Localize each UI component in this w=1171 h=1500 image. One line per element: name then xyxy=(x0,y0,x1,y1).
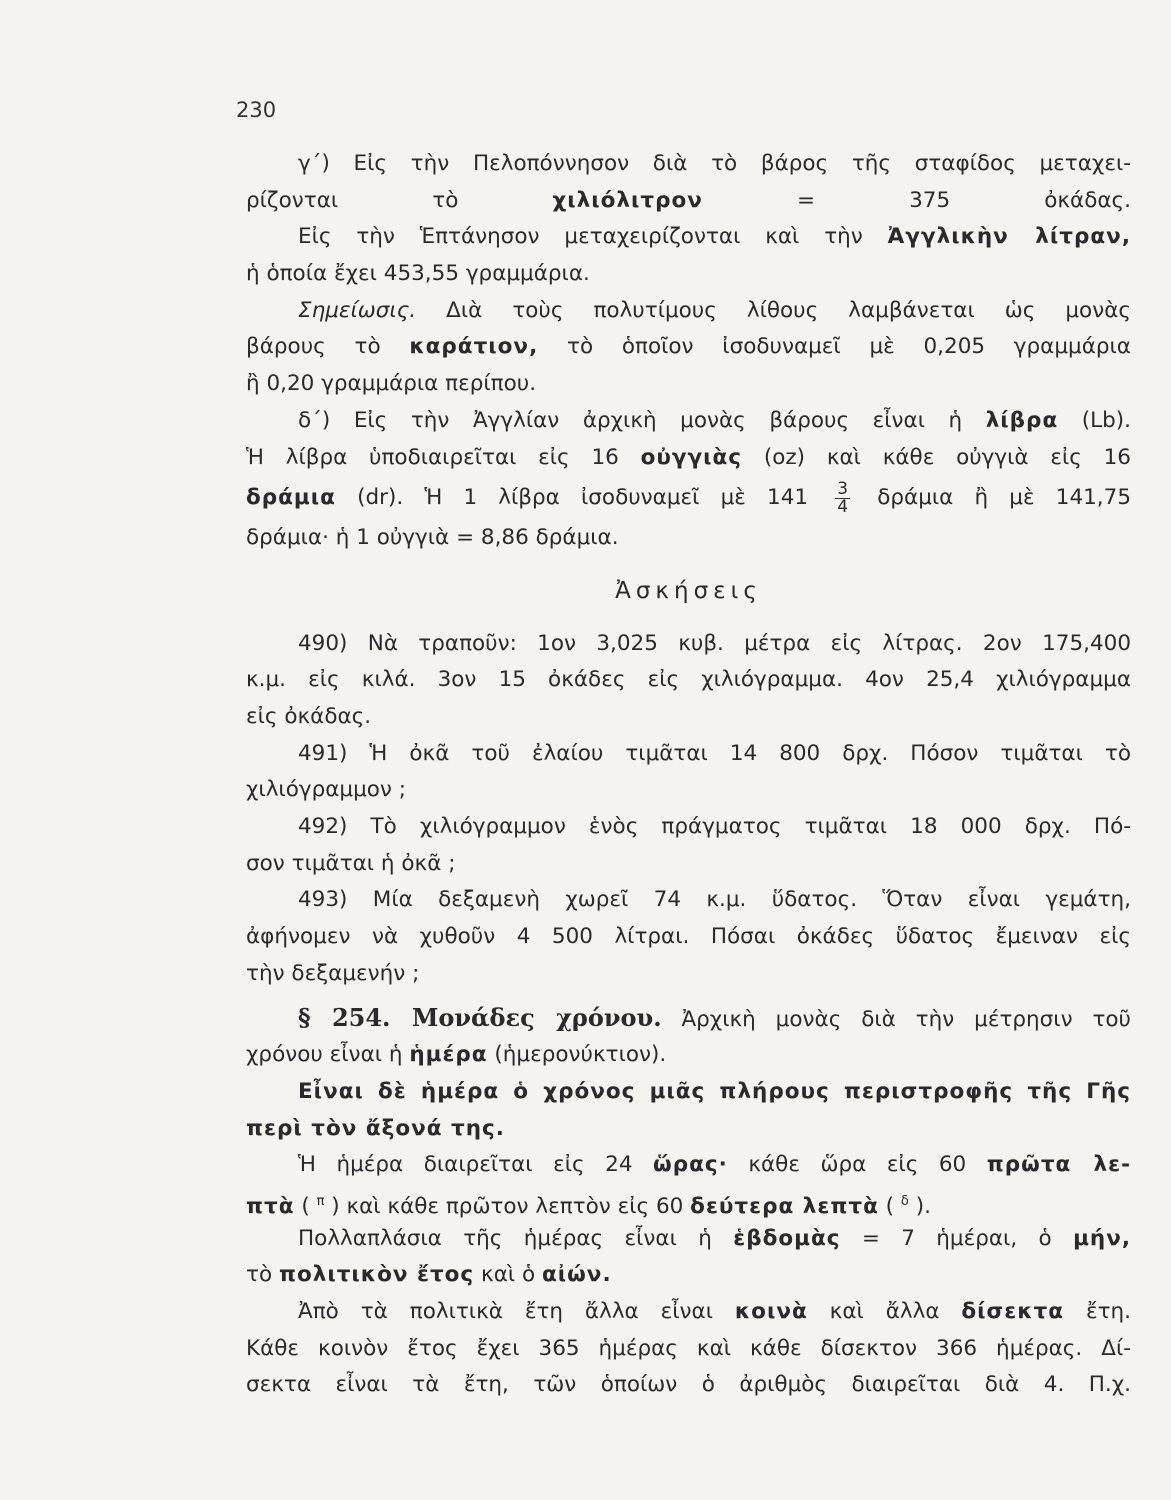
text-line: ρίζονται τὸ χιλιόλιτρον = 375 ὀκάδας. xyxy=(246,187,1131,213)
section-line: § 254. Μονάδες χρόνου. Ἀρχικὴ μονὰς διὰ τὴν μέτρησιν τοῦ xyxy=(298,1003,1132,1033)
term-prota-lepta: πρῶτα λε- xyxy=(986,1152,1131,1178)
definition-line: Εἶναι δὲ ἡμέρα ὁ χρόνος μιᾶς πλήρους περιστροφῆς τῆς Γῆς xyxy=(298,1078,1131,1104)
text-line: Ἡ λίβρα ὑποδιαιρεῖται εἰς 16 οὐγγιὰς (oz) καὶ κάθε οὐγγιὰ εἰς 16 xyxy=(246,444,1131,470)
page-number: 230 xyxy=(236,98,277,122)
fraction: $\frac{3}{4}$ xyxy=(837,478,849,517)
note-label: Σημείωσις. xyxy=(298,297,417,323)
term-dramia: δράμια xyxy=(246,485,336,511)
term-politikon-etos: πολιτικὸν ἔτος xyxy=(278,1262,475,1288)
exercise-line: 491) Ἡ ὀκᾶ τοῦ ἐλαίου τιμᾶται 14 800 δρχ. Πόσον τιμᾶται τὸ xyxy=(298,740,1131,766)
exercise-line: 492) Τὸ χιλιόγραμμον ἑνὸς πράγματος τιμᾶται 18 000 δρχ. Πό- xyxy=(298,814,1131,839)
definition-line: περὶ τὸν ἄξονά της. xyxy=(246,1115,505,1141)
section-heading: § 254. Μονάδες χρόνου. xyxy=(298,1003,662,1033)
exercise-line: εἰς ὀκάδας. xyxy=(246,703,372,729)
text-line: πτὰ ( $^\pi$ ) καὶ κάθε πρῶτον λεπτὸν εἰς 60 δεύτερα λεπτὰ ( $^\delta$ ). xyxy=(246,1193,931,1220)
term-oras: ὥρας· xyxy=(653,1152,728,1178)
text-line: ἢ 0,20 γραμμάρια περίπου. xyxy=(246,371,537,397)
exercise-line: ἀφήνομεν νὰ χυθοῦν 4 500 λίτραι. Πόσαι ὀκάδες ὕδατος ἔμειναν εἰς xyxy=(246,924,1131,950)
text-line: δ΄) Εἰς τὴν Ἀγγλίαν ἀρχικὴ μονὰς βάρους εἶναι ἡ λίβρα (Lb). xyxy=(298,407,1132,433)
exercise-line: 493) Μία δεξαμενὴ χωρεῖ 74 κ.μ. ὕδατος. Ὅταν εἶναι γεμάτη, xyxy=(298,887,1131,913)
text-line: γ΄) Εἰς τὴν Πελοπόννησον διὰ τὸ βάρος τῆς σταφίδος μεταχει- xyxy=(298,151,1131,176)
term-disekta: δίσεκτα xyxy=(961,1298,1065,1324)
term-livra: λίβρα xyxy=(985,407,1059,433)
text-line: δράμια· ἡ 1 οὐγγιὰ = 8,86 δράμια. xyxy=(246,525,619,551)
text-line: βάρους τὸ καράτιον, τὸ ὁποῖον ἰσοδυναμεῖ μὲ 0,205 γραμμάρια xyxy=(246,334,1131,360)
text-line: Εἰς τὴν Ἑπτάνησον μεταχειρίζονται καὶ τὴν Ἀγγλικὴν λίτραν, xyxy=(298,224,1131,250)
exercise-line: σον τιμᾶται ἡ ὀκᾶ ; xyxy=(246,850,456,876)
exercise-line: χιλιόγραμμον ; xyxy=(246,777,406,803)
exercise-line: κ.μ. εἰς κιλά. 3ον 15 ὀκάδες εἰς χιλιόγραμμα. 4ον 25,4 χιλιόγραμμα xyxy=(246,667,1131,693)
text-line: δράμια (dr). Ἡ 1 λίβρα ἰσοδυναμεῖ μὲ 141 $\frac{3}{4}$ δράμια ἢ μὲ 141,75 xyxy=(246,478,1131,517)
term-oungias: οὐγγιὰς xyxy=(640,444,743,470)
exercise-line: τὴν δεξαμενήν ; xyxy=(246,960,420,986)
text-line: χρόνου εἶναι ἡ ἡμέρα (ἡμερονύκτιον). xyxy=(246,1042,667,1068)
exercise-line: 490) Νὰ τραποῦν: 1ον 3,025 κυβ. μέτρα εἰς λίτρας. 2ον 175,400 xyxy=(298,630,1131,656)
term-min: μήν, xyxy=(1073,1225,1132,1251)
text-line: Πολλαπλάσια τῆς ἡμέρας εἶναι ἡ ἑβδομὰς = 7 ἡμέραι, ὁ μήν, xyxy=(298,1225,1132,1251)
text-line: σεκτα εἶναι τὰ ἔτη, τῶν ὁποίων ὁ ἀριθμὸς διαιρεῖται διὰ 4. Π.χ. xyxy=(246,1372,1131,1398)
text-line: τὸ πολιτικὸν ἔτος καὶ ὁ αἰών. xyxy=(246,1262,612,1288)
term-imera: ἡμέρα xyxy=(409,1042,488,1068)
text-line: ἡ ὁποία ἔχει 453,55 γραμμάρια. xyxy=(246,261,590,287)
text-line: Σημείωσις. Διὰ τοὺς πολυτίμους λίθους λαμβάνεται ὡς μονὰς xyxy=(298,297,1131,323)
text-line: Κάθε κοινὸν ἔτος ἔχει 365 ἡμέρας καὶ κάθε δίσεκτον 366 ἡμέρας. Δί- xyxy=(246,1335,1131,1361)
term-deutera-lepta: δεύτερα λεπτὰ xyxy=(690,1194,879,1220)
term-koina: κοινὰ xyxy=(734,1298,808,1324)
term-kiliolitron: χιλιόλιτρον xyxy=(552,187,703,213)
text-line: Ἀπὸ τὰ πολιτικὰ ἔτη ἄλλα εἶναι κοινὰ καὶ ἄλλα δίσεκτα ἔτη. xyxy=(298,1298,1131,1324)
page-body xyxy=(246,146,1131,1404)
term-evdomas: ἑβδομὰς xyxy=(733,1225,841,1251)
text-line: Ἡ ἡμέρα διαιρεῖται εἰς 24 ὥρας· κάθε ὥρα εἰς 60 πρῶτα λε- xyxy=(298,1152,1131,1178)
term-karation: καράτιον, xyxy=(409,334,539,360)
term-aion: αἰών. xyxy=(541,1262,612,1288)
exercises-heading: Ἀσκήσεις xyxy=(615,577,762,604)
term-english-litra: Ἀγγλικὴν λίτραν, xyxy=(887,224,1131,250)
